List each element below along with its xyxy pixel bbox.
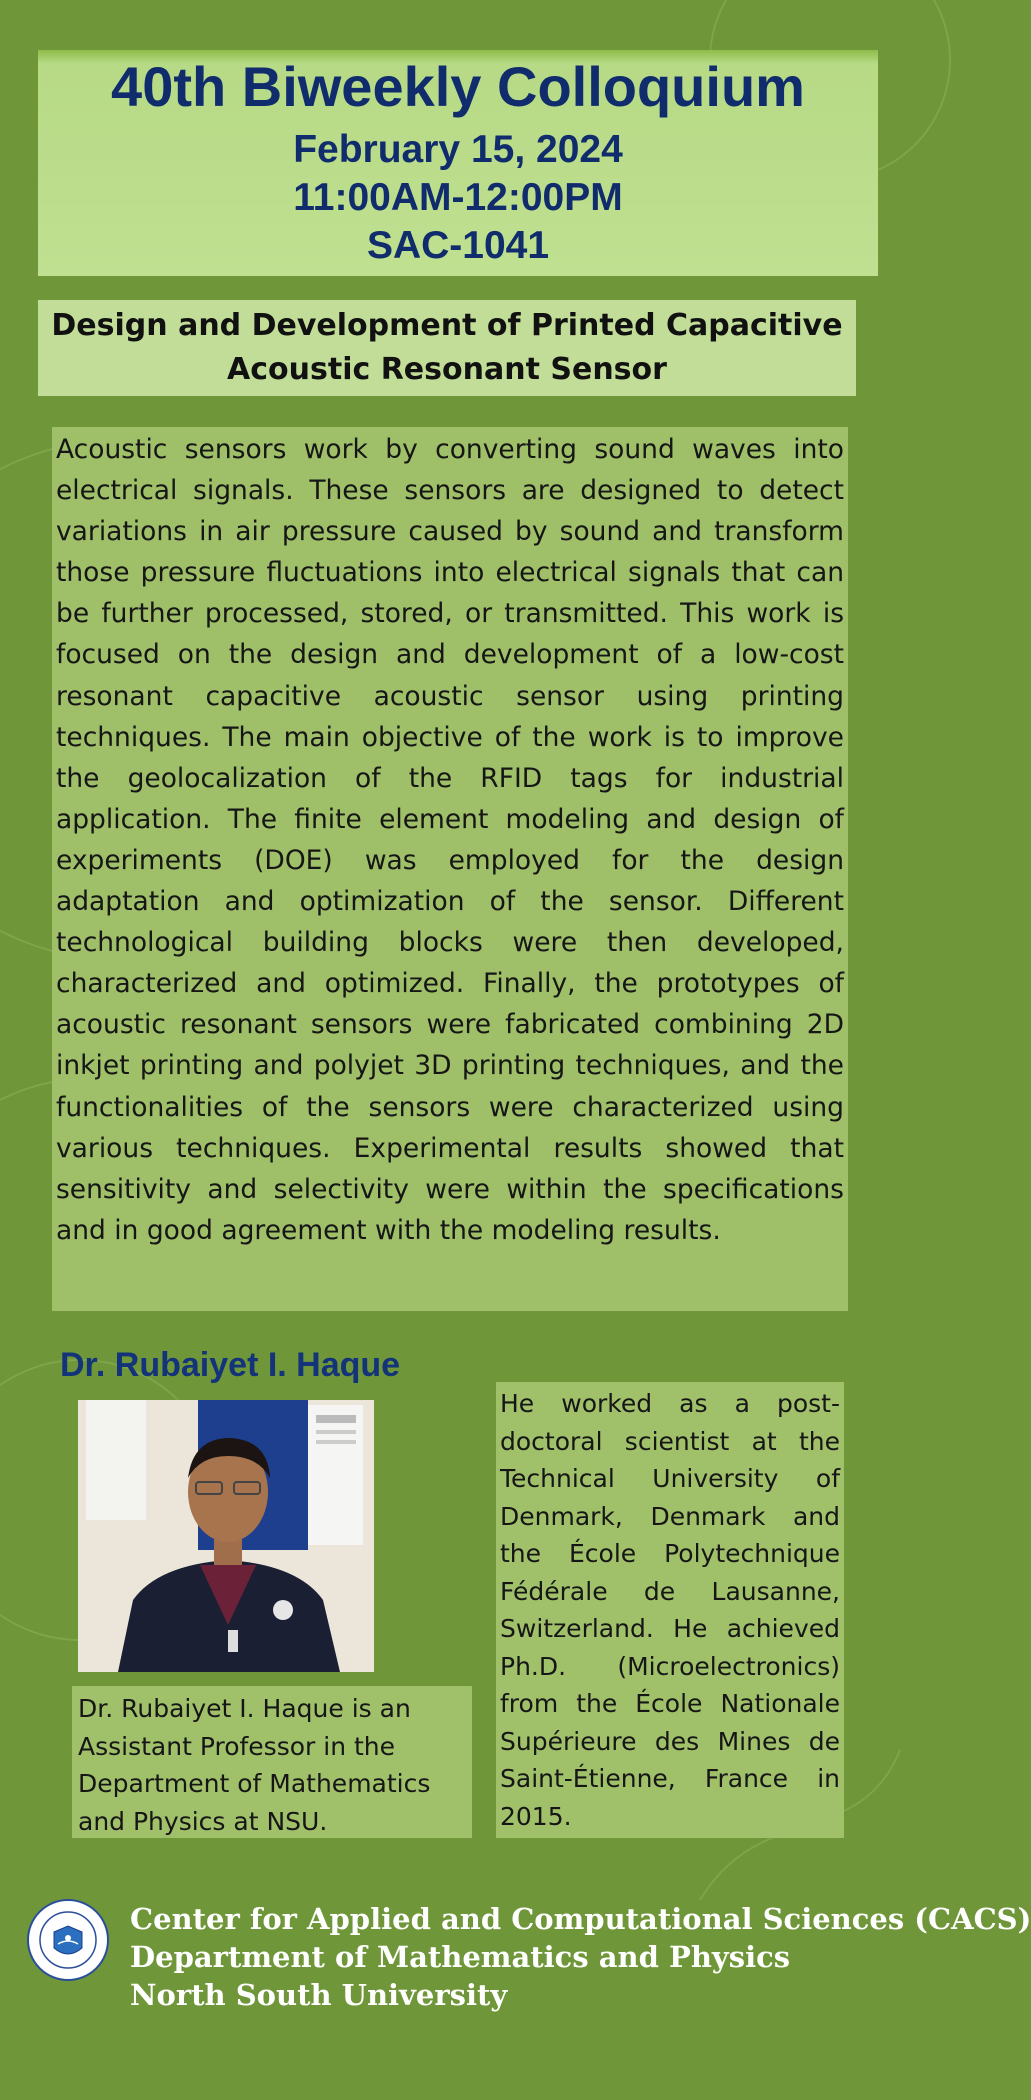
abstract-text: Acoustic sensors work by converting sound waves into electrical signals. These sensors are designed to detect variations in air pressure caused by sound and transform those pressure fluctuations into electrical signals that can be further processed, stored, or transmitted. This work is focused on the design and development of a low-cost resonant capacitive acoustic sensor using printing techniques. The main objective of the work is to improve the geolocalization of the RFID tags for industrial application. The finite element modeling and design of experiments (DOE) was employed for the design adaptation and optimization of the sensor. Different technological building blocks were then developed, characterized and optimized. Finally, the prototypes of acoustic resonant sensors were fabricated combining 2D inkjet printing and polyjet 3D printing techniques, and the functionalities of the sensors were characterized using various techniques. Experimental results showed that sensitivity and selectivity were within the specifications and in good agreement with the modeling results.	[56, 434, 844, 1246]
speaker-bio-short	[72, 1686, 472, 1838]
header-banner	[38, 50, 878, 276]
speaker-name: Dr. Rubaiyet I. Haque	[60, 1346, 401, 1384]
talk-title-line2: Acoustic Resonant Sensor	[227, 352, 667, 387]
talk-title-line1: Design and Development of Printed Capacitive	[51, 308, 843, 343]
university-seal-icon	[26, 1898, 110, 1982]
bio-short-text: Dr. Rubaiyet I. Haque is an Assistant Professor in the Department of Mathematics and Physics at NSU.	[78, 1694, 431, 1836]
speaker-bio-long	[496, 1382, 844, 1838]
footer-university: North South University	[130, 1978, 508, 2012]
colloquium-title: 40th Biweekly Colloquium	[111, 55, 805, 118]
event-date: February 15, 2024	[293, 128, 623, 171]
event-time: 11:00AM-12:00PM	[293, 176, 623, 219]
abstract-box	[52, 427, 848, 1311]
event-room: SAC-1041	[366, 224, 550, 267]
footer-center-name: Center for Applied and Computational Sciences (CACS)	[130, 1902, 1031, 1936]
speaker-photo	[78, 1400, 374, 1672]
bio-long-text: He worked as a post-doctoral scientist at the Technical University of Denmark, Denmark and the École Polytechnique Fédérale de Lausanne, Switzerland. He achieved Ph.D. (Microelectronics) from the École Nationale Supérieure des Mines de Saint-Étienne, France in 2015.	[500, 1389, 840, 1831]
footer-department: Department of Mathematics and Physics	[130, 1940, 791, 1974]
talk-title-box	[38, 300, 856, 396]
talk-title	[51, 304, 842, 392]
